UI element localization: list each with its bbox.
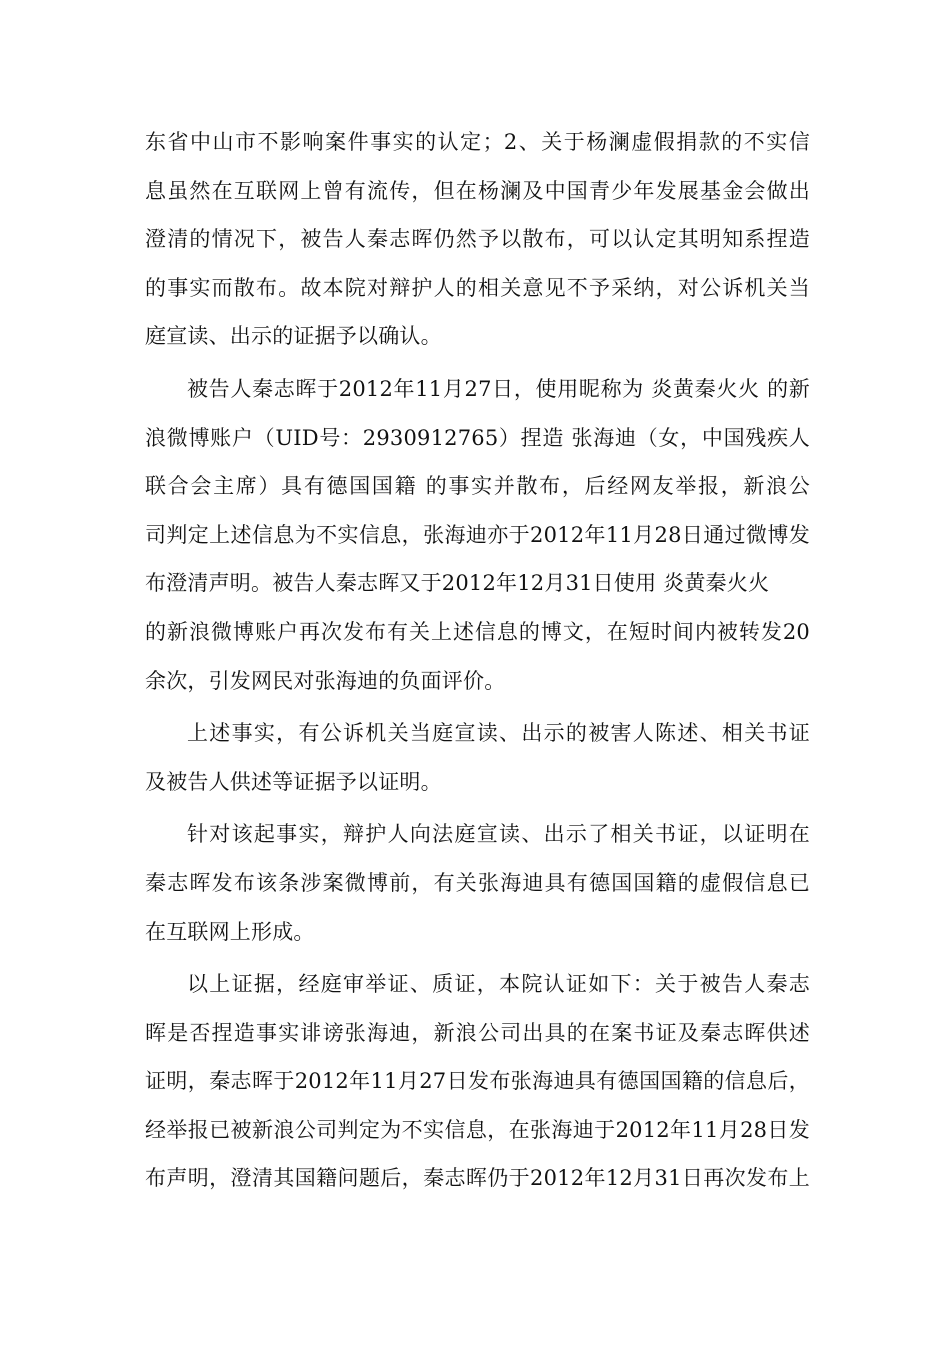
- text-line: 被告人秦志晖于2012年11月27日，使用昵称为 炎黄秦火火 的新: [187, 376, 810, 401]
- text-line: 及被告人供述等证据予以证明。: [145, 769, 442, 794]
- text-line: 布声明，澄清其国籍问题后，秦志晖仍于2012年12月31日再次发布上: [145, 1166, 810, 1191]
- text-line: 余次，引发网民对张海迪的负面评价。: [145, 668, 506, 693]
- text-line: 庭宣读、出示的证据予以确认。: [145, 324, 442, 349]
- paragraph-3: [145, 709, 810, 806]
- text-line: 的事实而散布。故本院对辩护人的相关意见不予采纳，对公诉机关当: [145, 275, 810, 300]
- text-line: 东省中山市不影响案件事实的认定；2、关于杨澜虚假捐款的不实信: [145, 130, 810, 154]
- text-line: 司判定上述信息为不实信息，张海迪亦于2012年11月28日通过微博发: [145, 522, 810, 547]
- text-line: 息虽然在互联网上曾有流传，但在杨澜及中国青少年发展基金会做出: [145, 178, 810, 203]
- text-line: 布澄清声明。被告人秦志晖又于2012年12月31日使用 炎黄秦火火: [145, 571, 770, 596]
- text-line: 联合会主席）具有德国国籍 的事实并散布，后经网友举报，新浪公: [145, 474, 810, 499]
- text-line: 澄清的情况下，被告人秦志晖仍然予以散布，可以认定其明知系捏造: [145, 227, 810, 252]
- text-line: 秦志晖发布该条涉案微博前，有关张海迪具有德国国籍的虚假信息已: [145, 870, 810, 895]
- text-line: 上述事实，有公诉机关当庭宣读、出示的被害人陈述、相关书证: [187, 721, 810, 746]
- paragraph-2: [145, 365, 810, 705]
- paragraph-5: [145, 960, 810, 1203]
- text-line: 晖是否捏造事实诽谤张海迪，新浪公司出具的在案书证及秦志晖供述: [145, 1020, 810, 1045]
- text-line: 在互联网上形成。: [145, 919, 315, 944]
- paragraph-1: [145, 118, 810, 361]
- paragraph-4: [145, 810, 810, 956]
- text-line: 以上证据，经庭审举证、质证，本院认证如下：关于被告人秦志: [187, 972, 810, 997]
- text-line: 经举报已被新浪公司判定为不实信息，在张海迪于2012年11月28日发: [145, 1117, 810, 1142]
- text-line: 的新浪微博账户再次发布有关上述信息的博文，在短时间内被转发20: [145, 619, 810, 644]
- text-line: 浪微博账户（UID号：2930912765）捏造 张海迪（女，中国残疾人: [145, 425, 810, 450]
- text-line: 证明，秦志晖于2012年11月27日发布张海迪具有德国国籍的信息后，: [145, 1069, 810, 1094]
- document-body: [145, 118, 810, 1203]
- text-line: 针对该起事实，辩护人向法庭宣读、出示了相关书证，以证明在: [187, 822, 810, 847]
